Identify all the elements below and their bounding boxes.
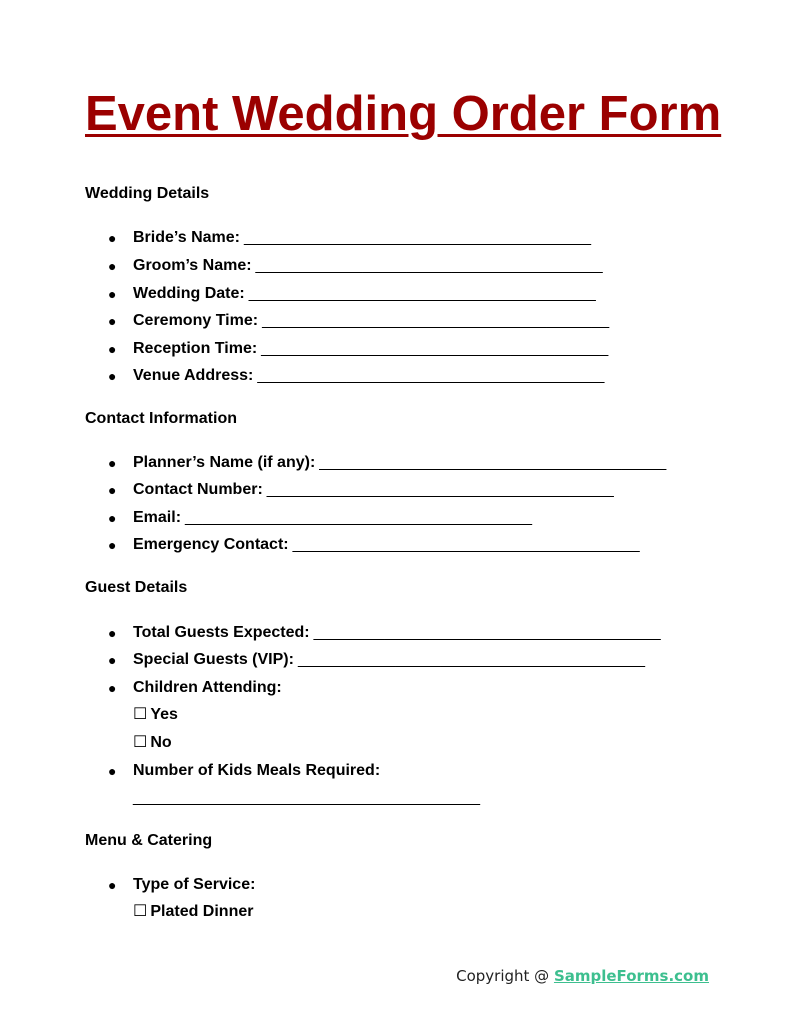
option-children-no[interactable] xyxy=(133,732,172,754)
sampleforms-link[interactable]: SampleForms.com xyxy=(553,967,709,985)
field-reception-time xyxy=(0,338,788,360)
field-special-guests xyxy=(0,649,788,671)
bullet-icon: ● xyxy=(108,313,117,329)
bullet-icon: ● xyxy=(108,368,117,384)
bullet-icon: ● xyxy=(108,625,117,641)
field-emergency-contact xyxy=(0,534,788,556)
bullet-icon: ● xyxy=(108,537,117,553)
bullet-icon: ● xyxy=(108,455,117,471)
bullet-icon: ● xyxy=(108,680,117,696)
option-label: No xyxy=(150,734,172,751)
bullet-icon: ● xyxy=(108,763,117,779)
blank-line[interactable]: _______________________________________ xyxy=(244,229,592,246)
field-label: Ceremony Time: xyxy=(133,312,259,329)
checkbox-icon[interactable]: ☐ xyxy=(133,903,148,920)
field-label: Email: xyxy=(133,509,182,526)
blank-line[interactable]: _______________________________________ xyxy=(255,257,603,274)
field-label: Reception Time: xyxy=(133,340,258,357)
bullet-icon: ● xyxy=(108,482,117,498)
field-kids-meals xyxy=(0,760,788,782)
field-label: Groom’s Name: xyxy=(133,257,252,274)
blank-line[interactable]: _______________________________________ xyxy=(297,651,645,668)
field-label: Contact Number: xyxy=(133,481,263,498)
blank-line[interactable]: _______________________________________ xyxy=(319,454,667,471)
option-label: Plated Dinner xyxy=(150,903,254,920)
field-label: Special Guests (VIP): xyxy=(133,651,294,668)
field-contact-number xyxy=(0,479,788,501)
section-heading-contact-information: Contact Information xyxy=(85,410,237,427)
blank-line-kids-meals[interactable]: _______________________________________ xyxy=(133,789,481,806)
field-label: Bride’s Name: xyxy=(133,229,240,246)
bullet-icon: ● xyxy=(108,877,117,893)
page-title: Event Wedding Order Form xyxy=(85,87,722,141)
field-wedding-date xyxy=(0,283,788,305)
blank-line[interactable]: _______________________________________ xyxy=(257,367,605,384)
field-total-guests xyxy=(0,622,788,644)
copyright-footer xyxy=(456,967,709,985)
bullet-icon: ● xyxy=(108,230,117,246)
field-label: Total Guests Expected: xyxy=(133,624,310,641)
field-label: Venue Address: xyxy=(133,367,254,384)
blank-line[interactable]: _______________________________________ xyxy=(292,536,640,553)
blank-line[interactable]: _______________________________________ xyxy=(248,285,596,302)
option-children-yes[interactable] xyxy=(133,704,178,726)
blank-line[interactable]: _______________________________________ xyxy=(185,509,533,526)
bullet-icon: ● xyxy=(108,510,117,526)
field-label: Number of Kids Meals Required: xyxy=(133,762,381,779)
field-type-of-service xyxy=(0,874,788,896)
field-label: Wedding Date: xyxy=(133,285,245,302)
checkbox-icon[interactable]: ☐ xyxy=(133,706,148,723)
checkbox-icon[interactable]: ☐ xyxy=(133,734,148,751)
field-children-attending xyxy=(0,677,788,699)
blank-line[interactable]: _______________________________________ xyxy=(313,624,661,641)
field-brides-name xyxy=(0,227,788,249)
blank-line[interactable]: _______________________________________ xyxy=(266,481,614,498)
copyright-text: Copyright @ xyxy=(456,967,554,985)
field-venue-address xyxy=(0,365,788,387)
bullet-icon: ● xyxy=(108,652,117,668)
blank-line[interactable]: _______________________________________ xyxy=(262,312,610,329)
bullet-icon: ● xyxy=(108,341,117,357)
option-plated-dinner[interactable] xyxy=(133,901,253,923)
field-label: Children Attending: xyxy=(133,679,282,696)
field-email xyxy=(0,507,788,529)
field-planners-name xyxy=(0,452,788,474)
field-label: Emergency Contact: xyxy=(133,536,289,553)
field-label: Planner’s Name (if any): xyxy=(133,454,316,471)
option-label: Yes xyxy=(150,706,178,723)
field-ceremony-time xyxy=(0,310,788,332)
section-heading-wedding-details: Wedding Details xyxy=(85,185,210,202)
field-grooms-name xyxy=(0,255,788,277)
bullet-icon: ● xyxy=(108,286,117,302)
section-heading-menu-catering: Menu & Catering xyxy=(85,832,213,849)
blank-line[interactable]: _______________________________________ xyxy=(261,340,609,357)
bullet-icon: ● xyxy=(108,258,117,274)
field-label: Type of Service: xyxy=(133,876,256,893)
section-heading-guest-details: Guest Details xyxy=(85,579,188,596)
